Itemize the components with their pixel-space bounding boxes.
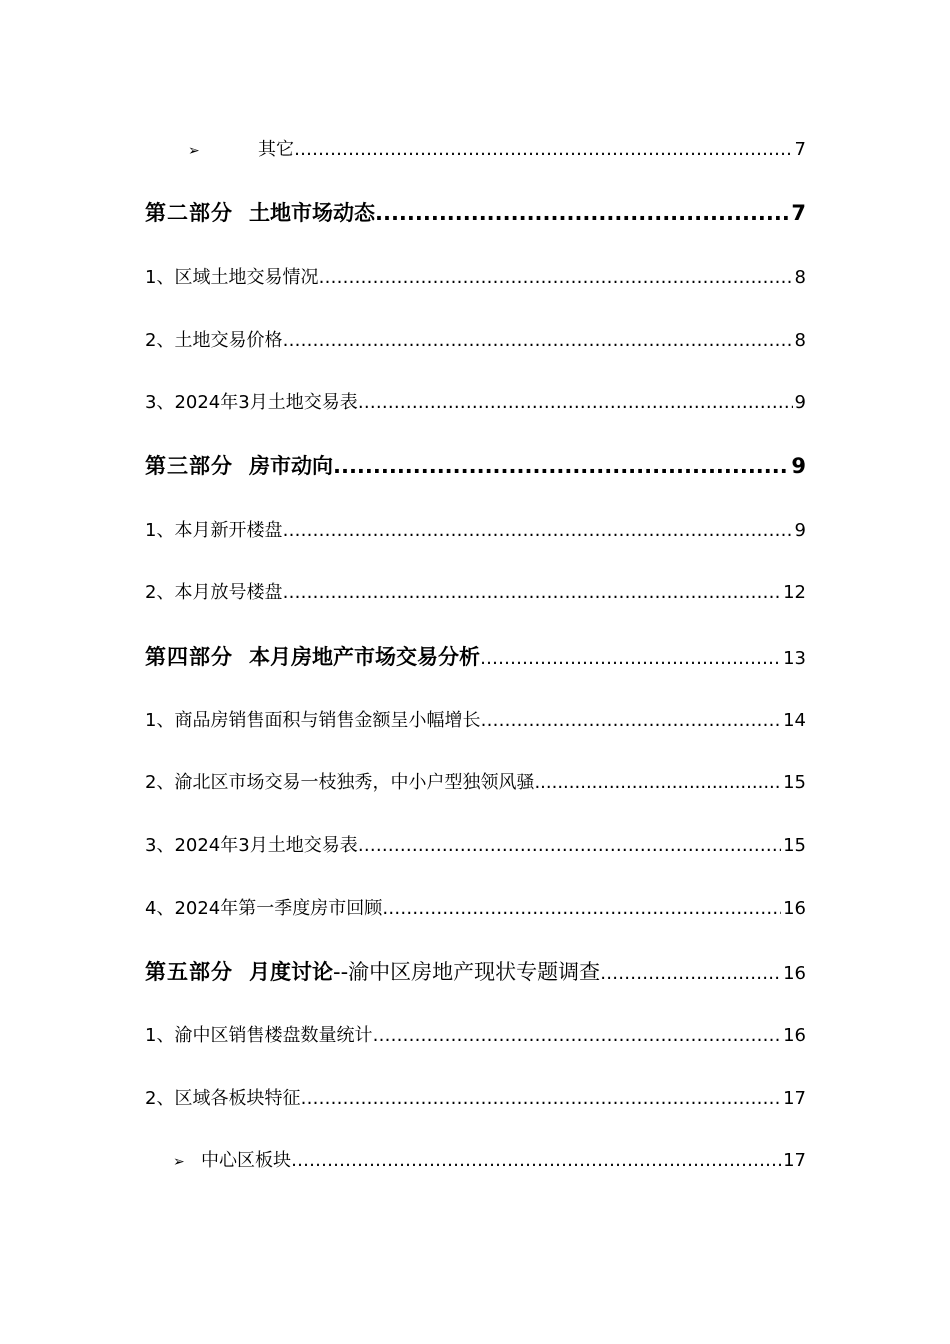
toc-leader [294,137,793,163]
toc-page-number: 7 [794,139,806,160]
toc-entry[interactable] [145,328,806,354]
toc-part-subtitle: --渝中区房地产现状专题调查 [333,960,601,984]
toc-leader [358,390,793,416]
toc-entry[interactable] [145,833,806,859]
toc-entry[interactable] [145,708,806,734]
toc-page-number: 15 [783,772,806,793]
toc-section-heading[interactable] [145,451,806,481]
toc-entry[interactable] [145,580,806,606]
toc-page-number: 16 [783,963,806,984]
toc-section-heading[interactable] [145,198,806,228]
toc-entry-label: 1、商品房销售面积与销售金额呈小幅增长 [145,710,481,731]
toc-page-number: 15 [783,835,806,856]
toc-leader [291,1148,781,1174]
toc-part-title: 房市动向 [249,454,333,478]
toc-section-heading[interactable] [145,957,806,987]
toc-heading-label [145,957,600,987]
toc-entry-label: 2、本月放号楼盘 [145,582,283,603]
toc-leader [318,265,792,291]
toc-page-number: 16 [783,898,806,919]
toc-entry-label: 4、2024年第一季度房市回顾 [145,898,383,919]
toc-leader [358,833,781,859]
toc-leader [600,959,781,987]
toc-part-title: 土地市场动态 [249,201,375,225]
toc-entry-label: 中心区板块 [201,1150,291,1171]
toc-leader [382,896,781,922]
toc-page-number: 8 [794,267,806,288]
toc-entry[interactable] [145,896,806,922]
toc-page-number: 9 [794,520,806,541]
toc-page-number: 9 [791,454,806,478]
toc-leader [372,1023,781,1049]
toc-part-number: 第三部分 [145,454,233,478]
toc-part-number: 第五部分 [145,960,233,984]
toc-part-title: 本月房地产市场交易分析 [249,645,480,669]
toc-entry-label: 2、渝北区市场交易一枝独秀，中小户型独领风骚 [145,772,535,793]
toc-page-number: 16 [783,1025,806,1046]
toc-leader [300,1086,781,1112]
toc-page-number: 9 [794,392,806,413]
arrow-bullet-icon: ➢ [188,143,200,159]
toc-entry-label: 1、区域土地交易情况 [145,267,319,288]
toc-page-number: 12 [783,582,806,603]
toc-leader [333,451,789,481]
toc-page-number: 8 [794,330,806,351]
toc-part-number: 第四部分 [145,645,233,669]
toc-entry-label: 2、土地交易价格 [145,330,283,351]
toc-page-number: 14 [783,710,806,731]
toc-leader [282,518,792,544]
toc-leader [375,198,789,228]
toc-entry-label: 1、渝中区销售楼盘数量统计 [145,1025,373,1046]
toc-entry[interactable] [145,1086,806,1112]
toc-heading-label [145,198,375,228]
toc-entry-label: 1、本月新开楼盘 [145,520,283,541]
toc-entry[interactable] [145,518,806,544]
toc-entry[interactable] [145,1023,806,1049]
toc-leader [480,708,781,734]
toc-page-number: 17 [783,1150,806,1171]
toc-entry-label: 其它 [258,139,294,160]
toc-heading-label [145,451,333,481]
toc-part-title: 月度讨论 [249,960,333,984]
toc-entry[interactable] [145,265,806,291]
toc-part-number: 第二部分 [145,201,233,225]
toc-leader [480,644,781,672]
toc-entry-label: 3、2024年3月土地交易表 [145,392,358,413]
toc-leader [534,770,781,796]
arrow-bullet-icon: ➢ [173,1154,185,1170]
toc-entry-label: 3、2024年3月土地交易表 [145,835,358,856]
toc-entry[interactable] [145,390,806,416]
toc-entry[interactable] [145,770,806,796]
toc-section-heading[interactable] [145,642,806,672]
toc-leader [282,328,792,354]
toc-page-number: 7 [791,201,806,225]
toc-page-number: 17 [783,1088,806,1109]
toc-heading-label [145,642,480,672]
toc-entry[interactable] [173,1148,806,1174]
toc-page-number: 13 [783,648,806,669]
toc-entry[interactable] [188,137,806,163]
toc-leader [282,580,781,606]
toc-entry-label: 2、区域各板块特征 [145,1088,301,1109]
